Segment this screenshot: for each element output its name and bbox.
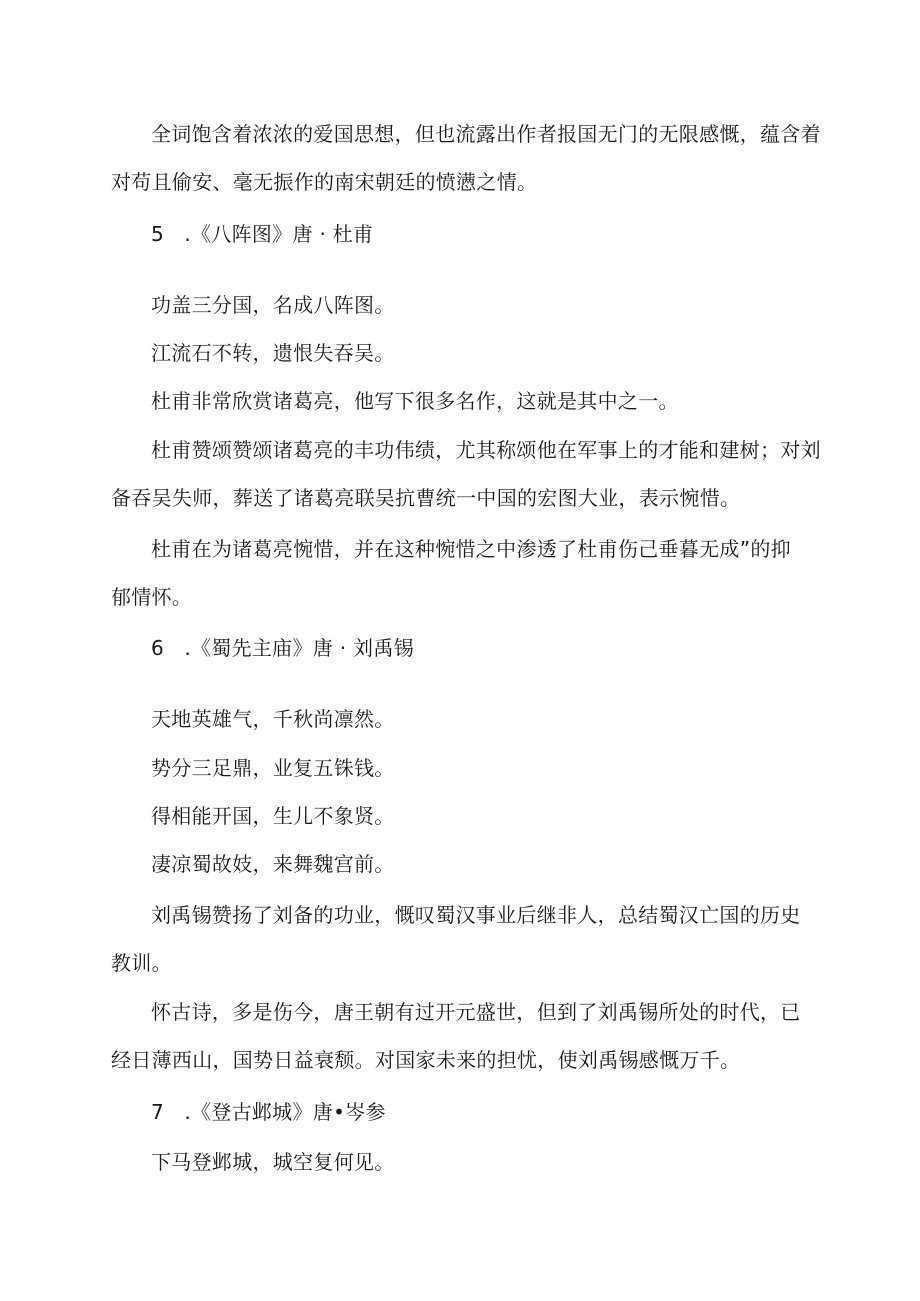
paragraph-line: 备吞吴失师，葬送了诸葛亮联吴抗曹统一中国的宏图大业，表示惋惜。 (111, 486, 741, 510)
paragraph-line: 杜甫赞颂赞颂诸葛亮的丰功伟绩，尤其称颂他在军事上的才能和建树；对刘 (151, 438, 821, 462)
paragraph-line: 怀古诗，多是伤今，唐王朝有过开元盛世，但到了刘禹锡所处的时代，已 (151, 1000, 801, 1024)
paragraph-line: 经日薄西山，国势日益衰颓。对国家未来的担忧，使刘禹锡感慨万千。 (111, 1048, 741, 1072)
paragraph-line: 刘禹锡赞扬了刘备的功业，慨叹蜀汉事业后继非人，总结蜀汉亡国的历史 (151, 903, 801, 927)
verse-line: 下马登邺城，城空复何见。 (151, 1150, 395, 1174)
verse-line: 得相能开国，生儿不象贤。 (151, 804, 395, 828)
verse-line: 势分三足鼎，业复五铢钱。 (151, 756, 395, 780)
paragraph-line: 全词饱含着浓浓的爱国思想，但也流露出作者报国无门的无限感慨，蕴含着 (151, 122, 821, 146)
verse-line: 江流石不转，遗恨失吞吴。 (151, 341, 395, 365)
verse-line: 功盖三分国，名成八阵图。 (151, 293, 395, 317)
paragraph-line: 杜甫在为诸葛亮惋惜，并在这种惋惜之中渗透了杜甫伤己垂暮无成”的抑 (151, 537, 791, 561)
poem-heading: 7 .《登古邺城》唐•岑参 (151, 1100, 386, 1124)
poem-heading: 5 .《八阵图》唐 · 杜甫 (151, 222, 374, 246)
verse-line: 天地英雄气，千秋尚凛然。 (151, 707, 395, 731)
verse-line: 凄凉蜀故妓，来舞魏宫前。 (151, 852, 395, 876)
paragraph-line: 教训。 (111, 951, 172, 975)
paragraph-line: 对苟且偷安、毫无振作的南宋朝廷的愤懑之情。 (111, 170, 538, 194)
paragraph-line: 杜甫非常欣赏诸葛亮，他写下很多名作，这就是其中之一。 (151, 389, 679, 413)
paragraph-line: 郁情怀。 (111, 585, 193, 609)
poem-heading: 6 .《蜀先主庙》唐 · 刘禹锡 (151, 636, 414, 660)
